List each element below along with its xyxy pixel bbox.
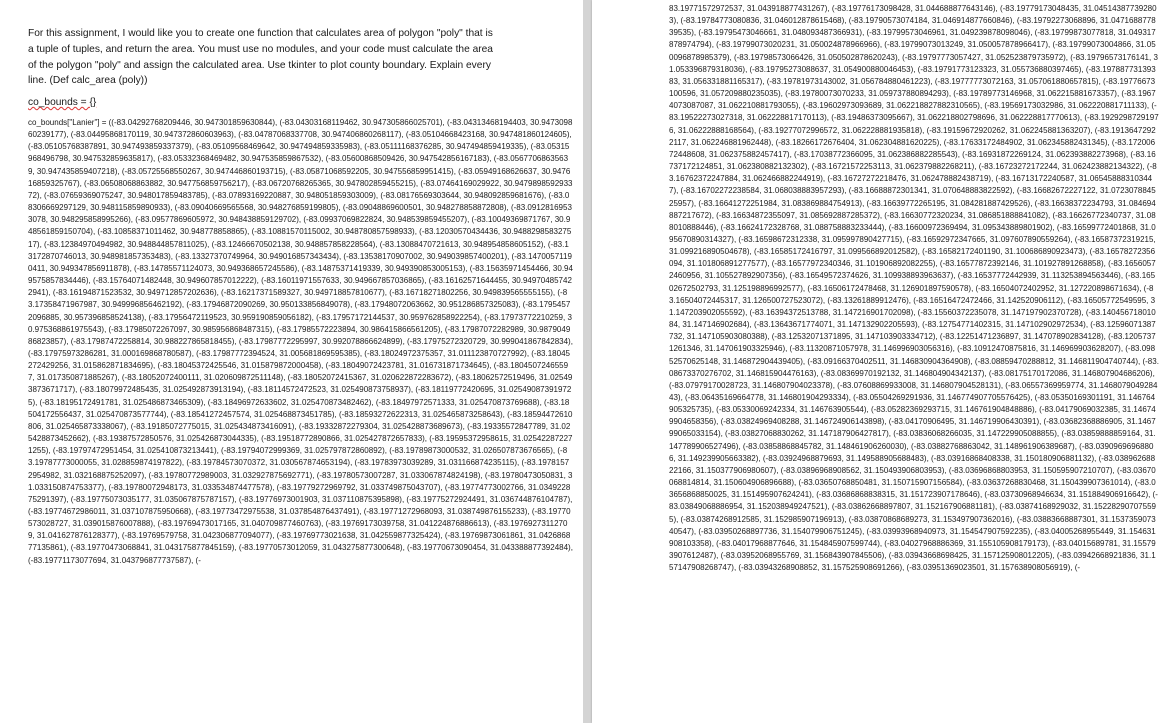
assignment-instructions: For this assignment, I would like you to create one function that calculates area of polygon "poly" that is a tuple of tuples, and return the area. You must use no modules, and your code must calculate the area of the polygon "poly" and assign the calculated area. Use tkinter to plot county boundary. Explain every line. (Def calc_area (poly)) — [28, 28, 493, 87]
co-bounds-declaration — [28, 97, 96, 108]
lanier-coordinates-continued: 83.19771572972537, 31.043918877431267), (-83.19776173098428, 31.044688877643146), (-83.19779173048435, 31.045143877392803), (-83.19784773080836, 31.046012878615468), (-83.19790573074184, 31.046914877660846), (-83.19792273068896, 31.047168877839535), (-83.19795473046661, 31.048093487366931), (-83.19799573046961, 31.049239878098046), (-83.19799873077818, 31.049317878974794), (-83.19799073020231, 31.050024878966966), (-83.19799073013249, 31.050057878966417), (-83.19799073004866, 31.050096878985379), (-83.19798573066426, 31.050502878620243), (-83.19797773057427, 31.052523879735972), (-83.19796573176141, 31.053396879318036), (-83.19795273088637, 31.054900880046453), (-83.19791773123323, 31.055736880397465), (-83.19788773139383, 31.056331881165317), (-83.19781973143002, 31.056784880461223), (-83.19777773072163, 31.057061880657815), (-83.19776673100596, 31.057209880235035), (-83.19780073070233, 31.059737880894293), (-83.19789773146968, 31.062215881673357), (-83.19674073087087, 31.062210881793055), (-83.19602973093689, 31.062218827882310565), (-83.19569173032986, 31.062220881711133), (-83.19522273027318, 31.062228817170113), (-83.19486373095667), 31.062218802798696, 31.062228817770613), (-83.19292987291976, 31.06222888168564), (-83.19277072996572, 31.062228881935818), (-83.19159672920262, 31.062245881363207), (-83.19136472922117, 31.062246881962448), (-83.18266172676404, 31.062304881620225), (-83.17633172484902, 31.062345882431345), (-83.17200672448608, 31.062375882457417), (-83.17038772366095, 31.062386882285543), (-83.16931872269124, 31.062393882273968), (-83.16737172124851, 31.062380882132302), (-83.16721572253113, 31.062379882268211), (-83.16723272172244, 31.062423882134322), (-83.16762372247884, 31.062466882244919), (-83.16727272218476, 31.062478882438719), (-83.16713172240587, 31.065458883103447), (-83.16702272238584, 31.068038883957293), (-83.16688872301341, 31.070648883822592), (-83.16682672227122, 31.072307884525957), (-83.16641272251984, 31.083869884754913), (-83.16639772265195, 31.084281887429526), (-83.16638372234793, 31.084694887217672), (-83.16634872355097, 31.085692887285372), (-83.16630772320234, 31.086851888841082), (-83.16626772340737, 31.088010888446), (-83.16624172328768, 31.088758883233444), (-83.16600972369494, 31.095343889801902), (-83.16599772401868, 31.095670890314327), (-83.16598672312338, 31.095997890427715), (-83.16592972347665, 31.097607890559264), (-83.16587372319215, 31.099216890504678), (-83.16585172416797, 31.099566892012582), (-83.16582172401190, 31.100686890923473), (-83.16578272356094, 31.101806891277577), (-83.16577972340346, 31.101906892082255), (-83.16577872392146, 31.101927891268858), (-83.16560572460956, 31.105527892907356), (-83.16549572374626, 31.109938893963637), (-83.16537772442939, 31.113253894563446), (-83.16502672502793, 31.125198896992577), (-83.16506172478468, 31.126901897590578), (-83.16504072402952, 31.127220898671634), (-83.16504072445317, 31.126500727523072), (-83.13261889912476), (-83.16516472472466, 31.142520906112), (-83.16505772549595, 31.147203902055592), (-83.16394372513788, 31.147216901702098), (-83.15560372235078, 31.147197902370728), (-83.14045671801084, 31.147146902684), (-83.13643671774071, 31.147132902205593), (-83.12754771402315, 31.147102902972534), (-83.12596071387732, 31.147105903080388), (-83.12532071371895, 31.147103903334712), (-83.12251471236897, 31.147078902834128), (-83.12057371261346, 31.147061903325946), (-83.11320871057978, 31.146996903056316), (-83.10912470875816, 31.146969903628207), (-83.09852570625148, 31.146872904439405), (-83.09166370402511, 31.146830904364908), (-83.08859470288812, 31.146811904740744), (-83.08673370276702, 31.146815904476163), (-83.08369970192132, 31.146804904342137), (-83.08175170172086, 31.146807904686206), (-83.07979170028723, 31.146807904023378), (-83.07608869933008, 31.146807904528131), (-83.06557369959774, 31.146807904928443), (-83.06435169664778, 31.146801904293334), (-83.05504269291936, 31.146774907705576425), (-83.05350169301191, 31.146764905325735), (-83.05330069242334, 31.146763905544), (-83.05282369293715, 31.146761904848886), (-83.04179069032385, 31.146749904658356), (-83.03824969408288, 31.146724906143898), (-83.04170906495, 31.146719906430391), (-83.03682368886905, 31.146799065033154), (-83.03827068830262, 31.147187906427817), (-83.03836068266035, 31.147229905088855), (-83.03859888859164, 31.147789906527496), (-83.03858868845782, 31.148461906260030), (-83.03882768863042, 31.148961906389687), (-83.03909696968806, 31.149239905663382), (-83.03924968879693, 31.149588905688483), (-83.03916868408338, 31.150180906881132), (-83.03896268822166, 31.150377906980607), (-83.03896968908562, 31.150493906803953), (-83.03696868803953, 31.150595907210707), (-83.03670068814814, 31.150604906896688), (-83.03650768850481, 31.150715907156584), (-83.03637268830468, 31.150439907361014), (-83.03656868850025, 31.151495907624241), (-83.03686868838315, 31.151723907178646), (-83.03730968946634, 31.151884906916642), (-83.03849068886954, 31.152038949247521), (-83.03862668897807, 31.152167906881181), (-83.03874168929032, 31.152282907075595), (-83.03874268912585, 31.152985907196913), (-83.03870868689273, 31.153497907362016), (-83.03883668887301, 31.153735907340547), (-83.03950268897736, 31.154079906751245), (-83.03993968940973, 31.154547907592235), (-83.04005268955449, 31.154631908103358), (-83.04017968877646, 31.154845907599744), (-83.04027968886369, 31.155105908179173), (-83.04015689781, 31.155793907612487), (-83.03952068955769, 31.156843907845506), (-83.03943668698425, 31.157125908012205), (-83.03942668921836, 31.157147908268747), (-83.03943268908852, 31.157525908691266), (-83.03951369023501, 31.157638908056919), (- — [669, 4, 1159, 573]
document-page-right — [592, 0, 1172, 723]
lanier-coordinates-text: co_bounds["Lanier"] = ((-83.04292768209446, 30.947301859630844), (-83.04303168119462, 30.947305866025701), (-83.04313468194403, 30.947309860239177), (-83.04495868170119, 30.947372860603963), (-83.04787068337708, 30.947406860268117), (-83.05104668423168, 30.947481860124605), (-83.05105768387891, 30.947493859337379), (-83.05109568469642, 30.947494859335983), (-83.05111168376285, 30.947494859419335), (-83.05315968496798, 30.947532859635817), (-83.05332368469482, 30.947535859867532), (-83.05600868509426, 30.947542856167183), (-83.05677068635639, 30.947435859407218), (-83.05725568550267, 30.947446860193715), (-83.05871068592205, 30.947556859951415), (-83.05949168626637, 30.947616859325767), (-83.06508068863882, 30.947756859756217), (-83.06720768265365, 30.947802859455215), (-83.07464169029922, 30.947989859293372), (-83.07659369075247, 30.948017859483785), (-83.07893169220887, 30.948051859303009), (-83.08176569303644, 30.948092859681676), (-83.08306669297129, 30.948115859890933), (-83.09040669565568, 30.948276859199805), (-83.09048869600501, 30.948278858872808), (-83.09128169533078, 30.948295858995266), (-83.09577869605972, 30.948438859129702), (-83.09937069822824, 30.948539859455207), (-83.10049369871767, 30.948561859150704), (-83.10858371011462, 30.948778858865), (-83.10881570115002, 30.948780857598933), (-83.12030570434436, 30.948829858327517), (-83.12384970494982, 30.948844857811025), (-83.12466670502138, 30.948857858228564), (-83.13088470721613, 30.948954858605152), (-83.13172870746013, 30.948981857353483), (-83.13327370749964, 30.949016857343434), (-83.13538170907002, 30.949039857400201), (-83.14700571190411, 30.949347856911878), (-83.14785571124073, 30.949368657245586), (-83.14875371419339, 30.949390853005153), (-83.15635971454466, 30.949575857834446), (-83.15764071482448, 30.949607857012222), (-83.16011971557633, 30.949667857036865), (-83.16162571644455, 30.949704857422941), (-83.16194871523532, 30.949712857202636), (-83.16217371589327, 30.949718857810677), (-83.16718271802256, 30.949839565555155), (-83.17358471967987, 30.949996856462192), (-83.17946872090269, 30.950133856849078), (-83.17948072063662, 30.951286857325083), (-83.17954572096885, 30.957396858524138), (-83.17956472119523, 30.959190859056182), (-83.17957172144537, 30.959762858922254), (-83.17973772210259, 30.975368861975543), (-83.17985072267097, 30.985956868487315), (-83.17985572223894, 30.986415866561205), (-83.17987072282989, 30.987904986823857), (-83.17987472258814, 30.988227865818455), (-83.17987772295997, 30.992078866624899), (-83.17975272320729, 30.999041867842834), (-83.17975973286281, 31.000169868780587), (-83.17987772394524, 31.005681869595385), (-83.18024972375357, 31.011123870727992), (-83.18045272429256, 31.015862871834695), (-83.18045372425546, 31.015879872000458), (-83.18049072423781, 31.016731871734645), (-83.18045072465597, 31.017350871885267), (-83.18052072400111, 31.020609872511148), (-83.18052072415367, 31.020622872283672), (-83.18062572519496, 31.025493873671717), (-83.18079972485435, 31.025492873913194), (-83.18114572472523, 31.025490873758937), (-83.18119772420695, 31.025490873919725), (-83.18195172491781, 31.025486873465309), (-83.18496972633602, 31.025470873482462), (-83.18497972571333, 31.025470873769688), (-83.18504172556437, 31.025470873577744), (-83.18541272457574, 31.025468873451785), (-83.18593272622313, 31.025465873258643), (-83.18594472610806, 31.025465873338067), (-83.19185072775015, 31.025434873416091), (-83.19332872279304, 31.025428873689673), (-83.19335572847789, 31.025428873452662), (-83.19387572850576, 31.025426873044335), (-83.19518772890866, 31.025427872657833), (-83.19595372958615, 31.025422872271255), (-83.19797472951454, 31.025410873213441), (-83.19794072999369, 31.025797872860892), (-83.19789873000532, 31.026507873676565), (-83.19787773000055, 31.028859874197822), (-83.19784573070372, 31.030567874653194), (-83.19783973039289, 31.031166874235115), (-83.19781572954982, 31.032168875252097), (-83.19780772989003, 31.032927875692771), (-83.19780573007287, 31.033067874824198), (-83.19780473050831, 31.033150874753377), (-83.19780072948173, 31.033534874477578), (-83.19779272969792, 31.033749875043707), (-83.19774773002766, 31.034922875291397), (-83.19775073035177, 31.035067875787157), (-83.19776973001903, 31.037110875395898), (-83.19775272924491, 31.036744876104787), (-83.19774672986011, 31.037107875950668), (-83.19773472975538, 31.037854876437491), (-83.19771272968093, 31.038749876155233), (-83.19770573028727, 31.039015876007888), (-83.19769473017165, 31.040709877460763), (-83.19769173039758, 31.041224876886613), (-83.19769273112709, 31.041627876128377), (-83.19769579758, 31.042306877094077), (-83.19769773021638, 31.042559877325424), (-83.19769873061861, 31.042686877135861), (-83.19770473068841, 31.043175877845159), (-83.19770573012059, 31.043275877300648), (-83.19770673090454, 31.043388877392484), (-83.19771173077694, 31.043796877737587), (- — [28, 118, 576, 565]
co-bounds-declaration-text: co_bounds = {} — [28, 97, 97, 108]
page-gap — [583, 0, 592, 723]
document-page-left — [0, 0, 583, 723]
